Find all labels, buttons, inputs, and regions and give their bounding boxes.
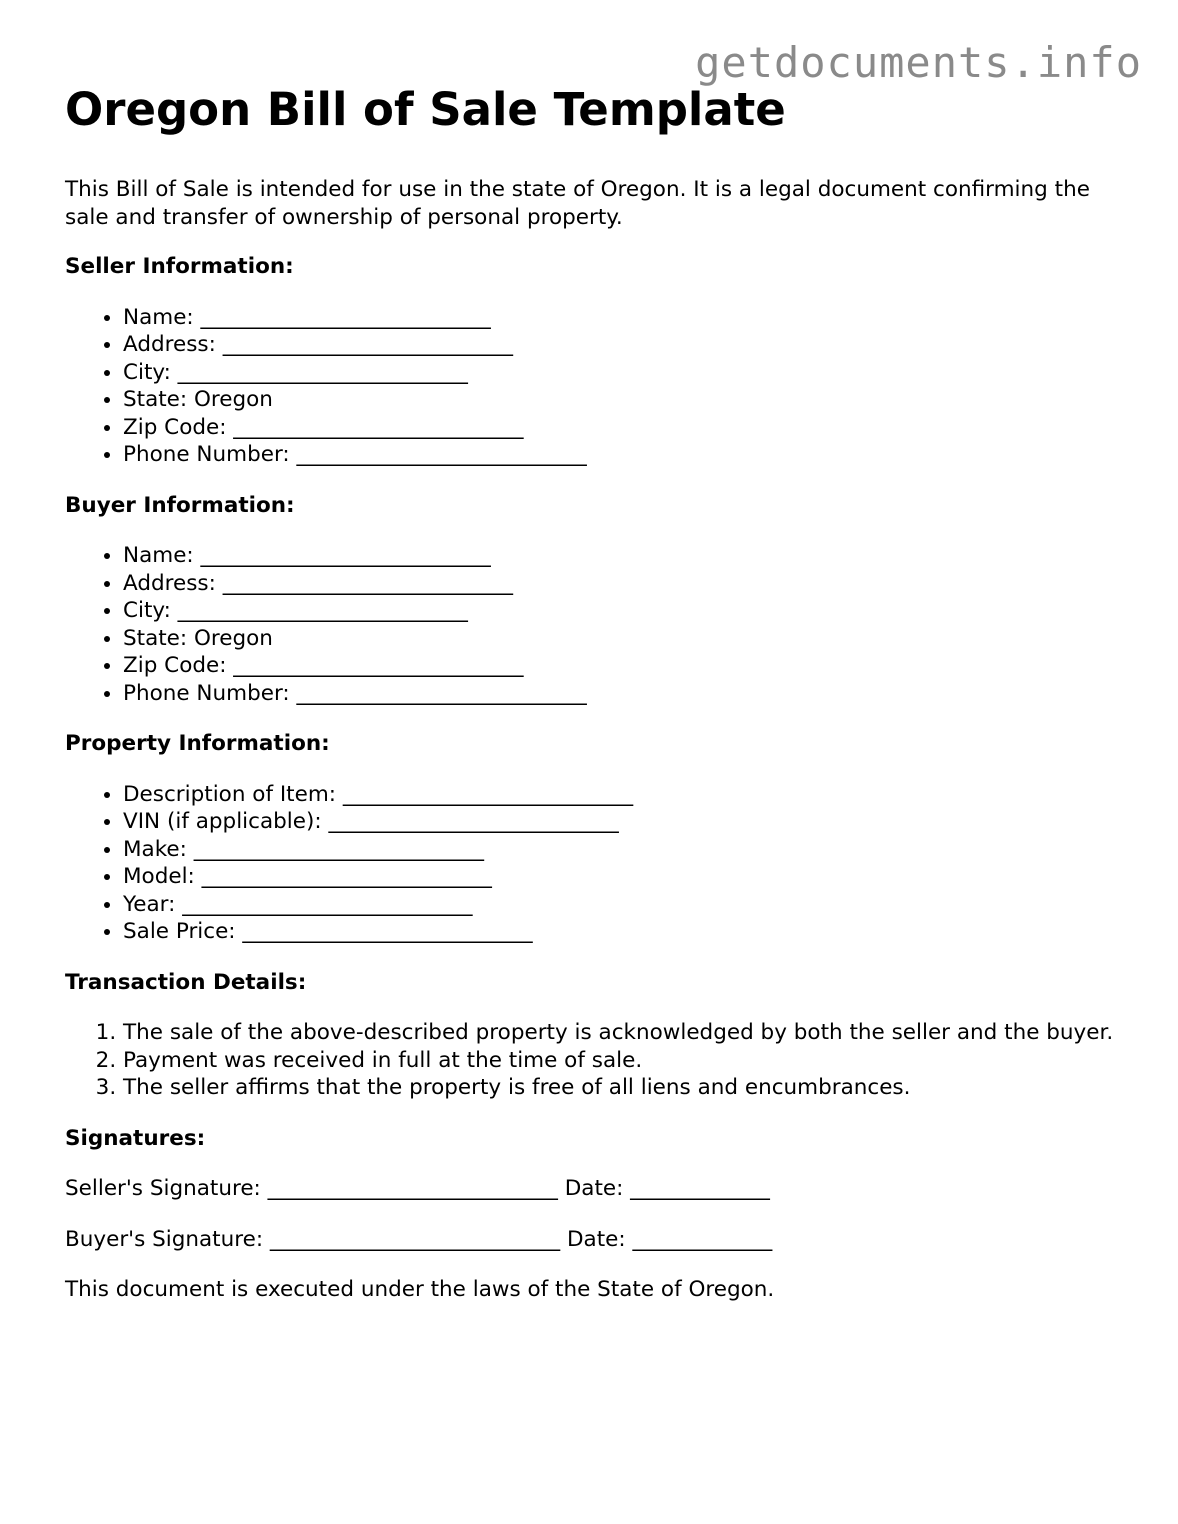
property-list: [65, 781, 1135, 946]
property-heading: Property Information:: [65, 731, 330, 756]
buyer-heading: Buyer Information:: [65, 492, 295, 518]
signatures-heading: Signatures:: [65, 1125, 206, 1151]
property-description-item: • Description of Item: ___________________________: [123, 781, 1135, 809]
buyer-name-item: • Name: ___________________________: [123, 542, 1135, 570]
seller-heading: Seller Information:: [65, 254, 294, 279]
property-model-item: • Model: ___________________________: [123, 863, 1135, 891]
buyer-phone-item: • Phone Number: ___________________________: [123, 680, 1135, 708]
seller-name-item: • Name: ___________________________: [123, 304, 1135, 332]
seller-state-item: • State: Oregon: [123, 386, 1135, 414]
closing-statement: This document is executed under the laws of the State of Oregon.: [65, 1277, 775, 1302]
watermark: getdocuments.info: [695, 38, 1142, 87]
buyer-state-item: • State: Oregon: [123, 625, 1135, 653]
buyer-list: [65, 542, 1135, 707]
buyer-zip-item: • Zip Code: ___________________________: [123, 652, 1135, 680]
seller-phone-item: • Phone Number: ___________________________: [123, 441, 1135, 469]
seller-city-item: • City: ___________________________: [123, 359, 1135, 387]
page-title: Oregon Bill of Sale Template: [65, 83, 786, 136]
intro-paragraph: This Bill of Sale is intended for use in the state of Oregon. It is a legal document confirming the sale and transfer of ownership of personal property.: [65, 177, 1090, 230]
seller-list: [65, 304, 1135, 469]
property-year-item: • Year: ___________________________: [123, 891, 1135, 919]
seller-address-item: • Address: ___________________________: [123, 331, 1135, 359]
transaction-item: 1. The sale of the above-described property is acknowledged by both the seller and the buyer.: [123, 1019, 1135, 1047]
document-page: [65, 80, 1135, 1327]
buyer-signature-line: Buyer's Signature: ___________________________ Date: _____________: [65, 1226, 773, 1252]
seller-signature-line: Seller's Signature: ___________________________ Date: _____________: [65, 1176, 770, 1201]
property-make-item: • Make: ___________________________: [123, 836, 1135, 864]
property-vin-item: • VIN (if applicable): ___________________________: [123, 808, 1135, 836]
seller-zip-item: • Zip Code: ___________________________: [123, 414, 1135, 442]
property-price-item: • Sale Price: ___________________________: [123, 918, 1135, 946]
buyer-address-item: • Address: ___________________________: [123, 570, 1135, 598]
transaction-item: 2. Payment was received in full at the time of sale.: [123, 1047, 1135, 1075]
transaction-heading: Transaction Details:: [65, 969, 307, 995]
transaction-item: 3. The seller affirms that the property is free of all liens and encumbrances.: [123, 1074, 1135, 1102]
buyer-city-item: • City: ___________________________: [123, 597, 1135, 625]
transaction-list: [65, 1019, 1135, 1102]
